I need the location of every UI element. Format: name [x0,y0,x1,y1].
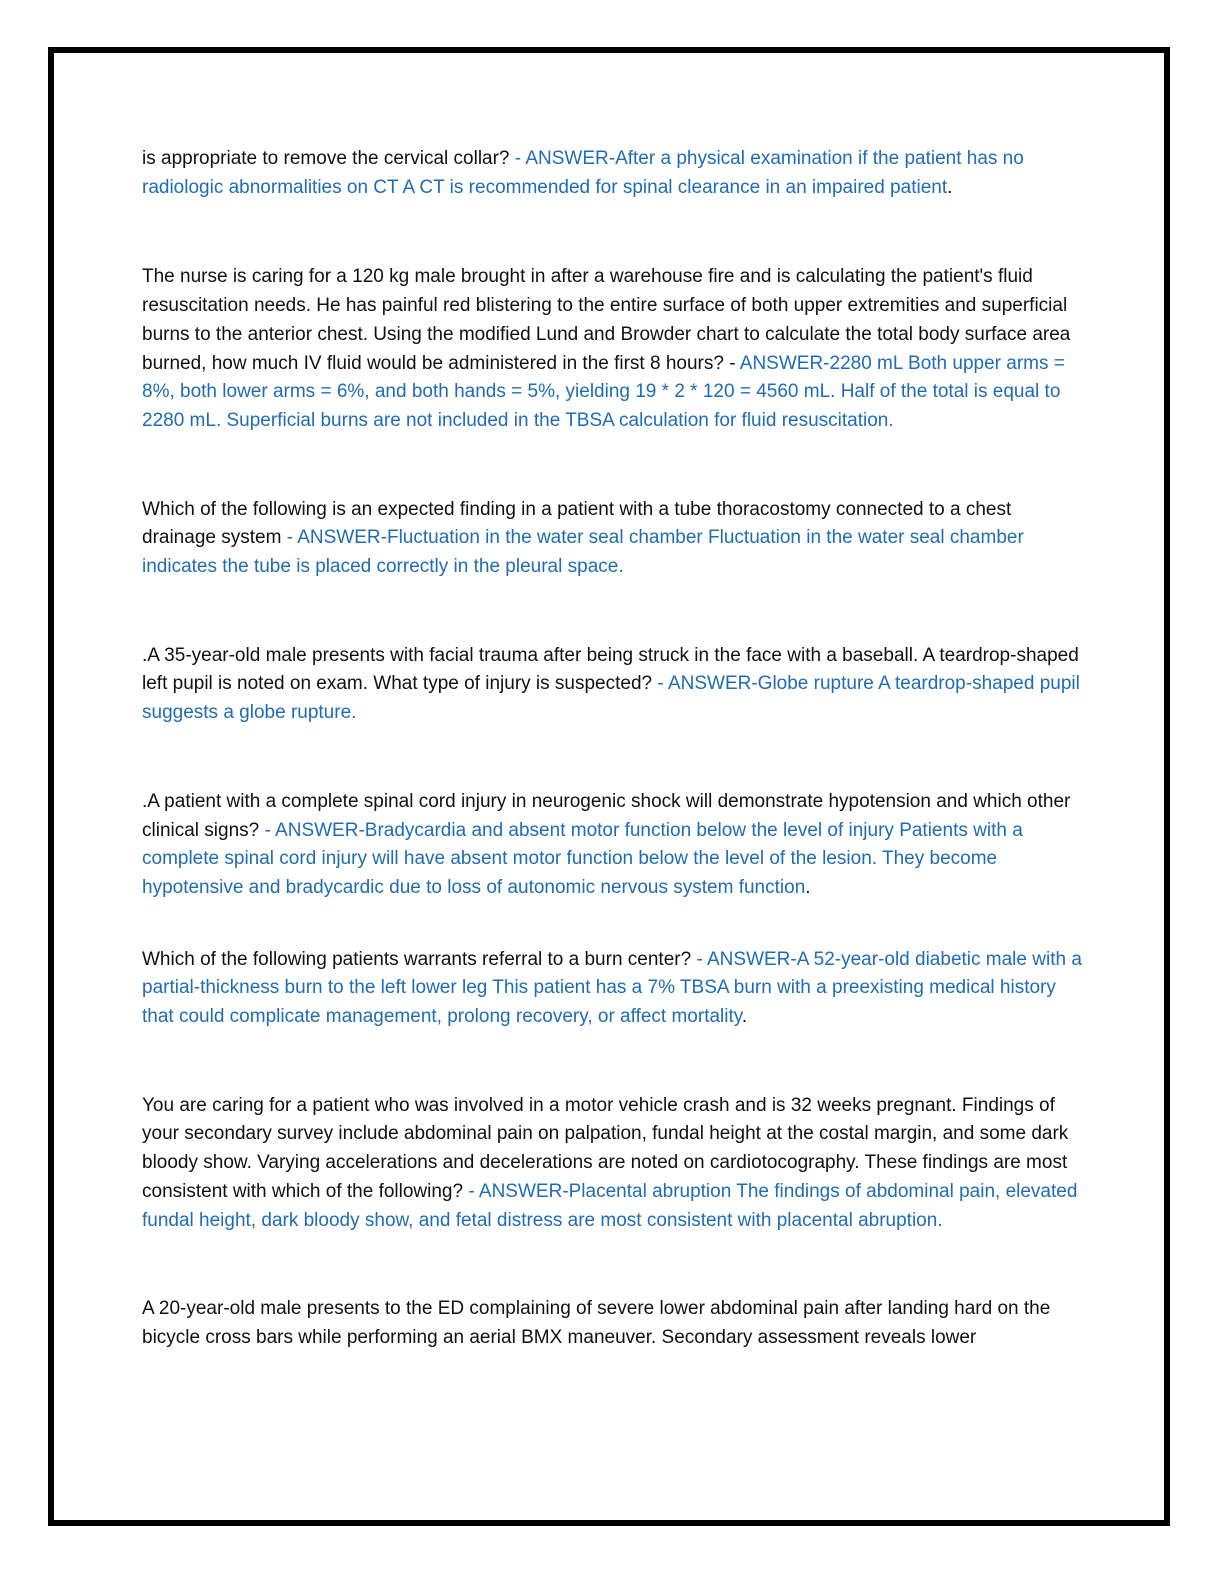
qa-entry-8 [142,1295,1082,1352]
question-text: Which of the following is an expected finding in a patient with a tube thoracostomy connected to a chest drainage system [142,498,1012,549]
answer-text: - ANSWER-Fluctuation in the water seal chamber Fluctuation in the water seal chamber indicates the tube is placed correctly in the pleural space. [142,527,1024,578]
qa-entry-3 [142,496,1082,582]
answer-tail: . [805,876,811,898]
answer-text: - ANSWER-A 52-year-old diabetic male with a partial-thickness burn to the left lower leg This patient has a 7% TBSA burn with a preexisting medical history that could complicate management, prolong recovery, or affect mortality [142,948,1082,1028]
question-text: A 20-year-old male presents to the ED complaining of severe lower abdominal pain after landing hard on the bicycle cross bars while performing an aerial BMX maneuver. Secondary assessment reveals lower [142,1298,1051,1348]
answer-text: - ANSWER-Bradycardia and absent motor function below the level of injury Patients with a complete spinal cord injury will have absent motor function below the level of the lesion. They become hypotensive and bradycardic due to loss of autonomic nervous system function [142,819,1023,898]
answer-text: ANSWER-2280 mL Both upper arms = 8%, both lower arms = 6%, and both hands = 5%, yielding 19 * 2 * 120 = 4560 mL. Half of the total is equal to 2280 mL. Superficial burns are not included in the TBSA calculation for fluid resuscitation. [142,352,1065,431]
qa-entry-6 [142,946,1082,1032]
question-text: The nurse is caring for a 120 kg male brought in after a warehouse fire and is calculating the patient's fluid resuscitation needs. He has painful red blistering to the entire surface of both upper extremities and superficial burns to the anterior chest. Using the modified Lund and Browder chart to calculate the total body surface area burned, how much IV fluid would be administered in the first 8 hours? - [142,266,1071,374]
qa-entry-1 [142,145,1082,202]
question-text: .A 35-year-old male presents with facial trauma after being struck in the face with a baseball. A teardrop-shaped left pupil is noted on exam. What type of injury is suspected? [142,644,1079,695]
answer-text: - ANSWER-Globe rupture A teardrop-shaped pupil suggests a globe rupture. [142,673,1080,724]
answer-tail: . [741,1006,748,1028]
answer-tail: . [947,176,953,198]
qa-entry-7 [142,1092,1082,1236]
question-text: .A patient with a complete spinal cord injury in neurogenic shock will demonstrate hypotension and which other clinical signs? [142,790,1071,841]
qa-entry-2 [142,263,1082,435]
question-text: is appropriate to remove the cervical collar? [142,148,515,169]
answer-text: - ANSWER-Placental abruption The findings of abdominal pain, elevated fundal height, dark bloody show, and fetal distress are most consistent with placental abruption. [142,1180,1078,1231]
question-text: Which of the following patients warrants referral to a burn center? [142,948,697,970]
answer-text: - ANSWER-After a physical examination if the patient has no radiologic abnormalities on CT A CT is recommended for spinal clearance in an impaired patient [142,148,1024,198]
document-body [142,145,1082,1353]
qa-entry-4 [142,642,1082,728]
qa-entry-5 [142,788,1082,903]
question-text: You are caring for a patient who was involved in a motor vehicle crash and is 32 weeks pregnant. Findings of your secondary survey include abdominal pain on palpation, fundal height at the costal margin, and some dark bloody show. Varying accelerations and decelerations are noted on cardiotocography. These findings are most consistent with which of the following? [142,1094,1069,1202]
